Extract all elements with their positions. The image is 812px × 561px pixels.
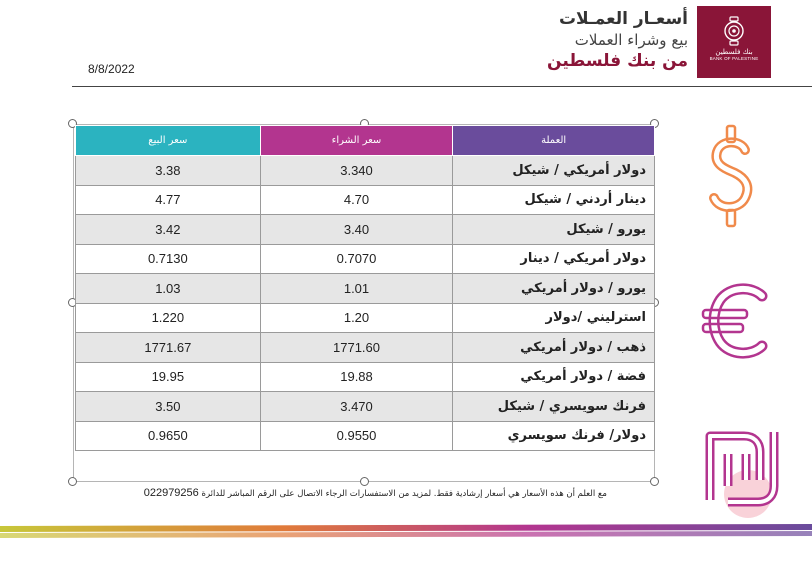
buy-rate-cell: 1.01: [260, 274, 453, 304]
sell-rate-cell: 0.9650: [76, 421, 261, 451]
currency-pair-cell: يورو / دولار أمريكي: [453, 274, 655, 304]
page-title: أسعـار العمـلات: [558, 9, 688, 29]
table-row: [76, 274, 655, 304]
column-header-currency: العملة: [453, 126, 655, 156]
phone-number: 022979256: [143, 487, 199, 499]
sell-rate-cell: 1.03: [76, 274, 261, 304]
currency-pair-cell: دولار أمريكي / شيكل: [453, 156, 655, 186]
table-header-row: [76, 126, 655, 156]
decorative-bottom-stripe: [0, 524, 812, 538]
bank-tagline: من بنك فلسطين: [547, 51, 688, 71]
currency-pair-cell: دولار أمريكي / دينار: [453, 244, 655, 274]
sell-rate-cell: 0.7130: [76, 244, 261, 274]
currency-pair-cell: دينار أردني / شيكل: [453, 185, 655, 215]
sell-rate-cell: 3.42: [76, 215, 261, 245]
sell-rate-cell: 1771.67: [76, 333, 261, 363]
shekel-icon: [704, 428, 780, 526]
page-subtitle: بيع وشراء العملات: [574, 31, 688, 49]
sell-rate-cell: 19.95: [76, 362, 261, 392]
table-row: [76, 362, 655, 392]
table-row: [76, 244, 655, 274]
euro-icon: [700, 282, 772, 360]
table-row: [76, 215, 655, 245]
sell-rate-cell: 3.38: [76, 156, 261, 186]
disclaimer-note: [144, 487, 607, 499]
buy-rate-cell: 3.340: [260, 156, 453, 186]
table-row: [76, 185, 655, 215]
currency-pair-cell: استرليني /دولار: [453, 303, 655, 333]
buy-rate-cell: 0.9550: [260, 421, 453, 451]
disclaimer-text: مع العلم أن هذه الأسعار هي أسعار إرشادية فقط. لمزيد من الاستفسارات الرجاء الاتصال على الرقم المباشر للدائرة: [201, 489, 607, 499]
title-block: [547, 8, 688, 72]
bank-emblem-icon: [721, 16, 747, 46]
table-row: [76, 392, 655, 422]
currency-pair-cell: فضة / دولار أمريكي: [453, 362, 655, 392]
table-row: [76, 333, 655, 363]
exchange-rates-table: [75, 125, 655, 451]
sell-rate-cell: 1.220: [76, 303, 261, 333]
buy-rate-cell: 4.70: [260, 185, 453, 215]
currency-pair-cell: ذهب / دولار أمريكي: [453, 333, 655, 363]
resize-handle-bottom-right[interactable]: [650, 477, 659, 486]
header-divider: [72, 86, 812, 87]
currency-pair-cell: يورو / شيكل: [453, 215, 655, 245]
date-label: 8/8/2022: [88, 62, 135, 76]
buy-rate-cell: 0.7070: [260, 244, 453, 274]
buy-rate-cell: 1771.60: [260, 333, 453, 363]
logo-english-name: BANK OF PALESTINE: [709, 56, 759, 61]
resize-handle-bottom-center[interactable]: [360, 477, 369, 486]
table-row: [76, 303, 655, 333]
bank-logo: [697, 6, 771, 78]
column-header-buy: سعر الشراء: [260, 126, 453, 156]
buy-rate-cell: 1.20: [260, 303, 453, 333]
sell-rate-cell: 4.77: [76, 185, 261, 215]
logo-arabic-name: بنك فلسطين: [715, 48, 753, 56]
dollar-icon: [705, 122, 759, 232]
table-row: [76, 156, 655, 186]
table-row: [76, 421, 655, 451]
column-header-sell: سعر البيع: [76, 126, 261, 156]
slide-header: [0, 0, 812, 88]
buy-rate-cell: 19.88: [260, 362, 453, 392]
resize-handle-bottom-left[interactable]: [68, 477, 77, 486]
currency-pair-cell: دولار/ فرنك سويسري: [453, 421, 655, 451]
currency-pair-cell: فرنك سويسري / شيكل: [453, 392, 655, 422]
buy-rate-cell: 3.40: [260, 215, 453, 245]
buy-rate-cell: 3.470: [260, 392, 453, 422]
sell-rate-cell: 3.50: [76, 392, 261, 422]
